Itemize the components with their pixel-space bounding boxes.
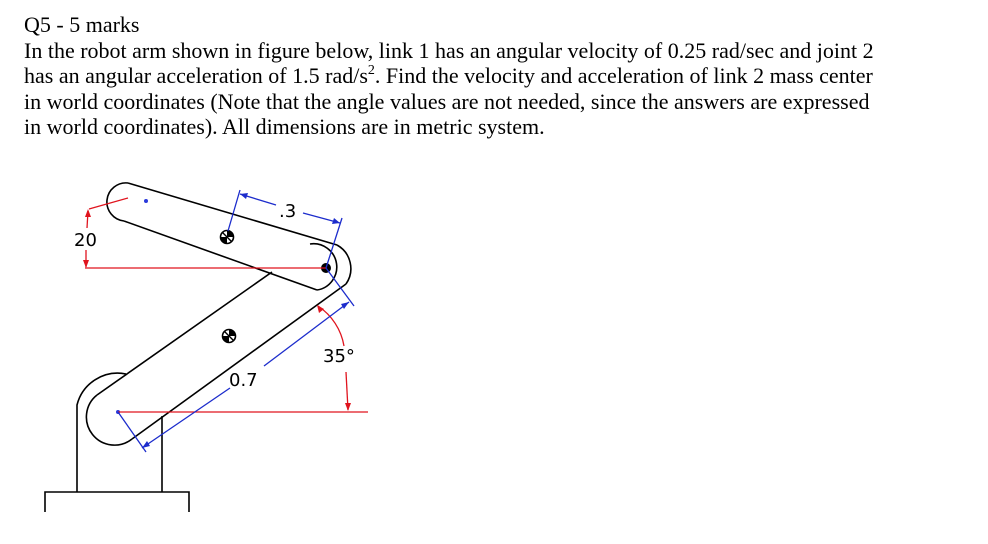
base-stand bbox=[45, 373, 189, 512]
base-plate bbox=[45, 492, 189, 512]
angle-arrow-top-icon bbox=[317, 305, 324, 313]
link-1-lower-edge bbox=[132, 284, 346, 439]
link-2-mass-center-icon bbox=[221, 231, 234, 244]
question-line-3: in world coordinates (Note that the angle values are not needed, since the answers are expressed bbox=[24, 88, 870, 114]
link1-dim-line-lower bbox=[142, 388, 230, 448]
question-line-1: In the robot arm shown in figure below, link 1 has an angular velocity of 0.25 rad/sec and joint 2 bbox=[24, 37, 874, 63]
link2-ext-line-left bbox=[228, 190, 240, 231]
offset-arrow-bottom-icon bbox=[83, 260, 89, 268]
link-1-end-cap bbox=[86, 395, 132, 445]
offset-dimension-label: 20 bbox=[74, 230, 97, 251]
angle-label: 35° bbox=[323, 346, 355, 367]
link1-arrow-upper-icon bbox=[341, 302, 349, 309]
question-line-4: in world coordinates). All dimensions are in metric system. bbox=[24, 114, 545, 139]
squared-superscript: 2 bbox=[367, 62, 375, 78]
question-line-2-start: has an angular acceleration of 1.5 rad/s bbox=[24, 63, 368, 88]
link2-arrow-right-icon bbox=[332, 218, 340, 224]
link-1-mass-center-icon bbox=[223, 330, 236, 343]
blue-dimensions bbox=[118, 190, 354, 452]
link1-length-label: 0.7 bbox=[229, 370, 258, 391]
link2-arrow-left-icon bbox=[240, 193, 248, 199]
link2-length-label: .3 bbox=[279, 201, 297, 222]
question-line-2-end: . Find the velocity and acceleration of link 2 mass center bbox=[374, 63, 873, 88]
link-2-rear-cap bbox=[107, 183, 128, 221]
angle-arrow-bottom-icon bbox=[345, 403, 351, 411]
link-2-end-point bbox=[144, 199, 148, 203]
link-1 bbox=[86, 272, 346, 445]
link-2-lower-edge bbox=[124, 221, 317, 290]
question-title: Q5 - 5 marks bbox=[24, 12, 140, 37]
offset-arrow-top-icon bbox=[85, 209, 91, 217]
joint-2-outer-arc bbox=[337, 245, 351, 284]
angle-arc bbox=[318, 306, 344, 346]
offset-ext-line-top bbox=[89, 198, 128, 209]
link1-arrow-lower-icon bbox=[142, 441, 150, 448]
